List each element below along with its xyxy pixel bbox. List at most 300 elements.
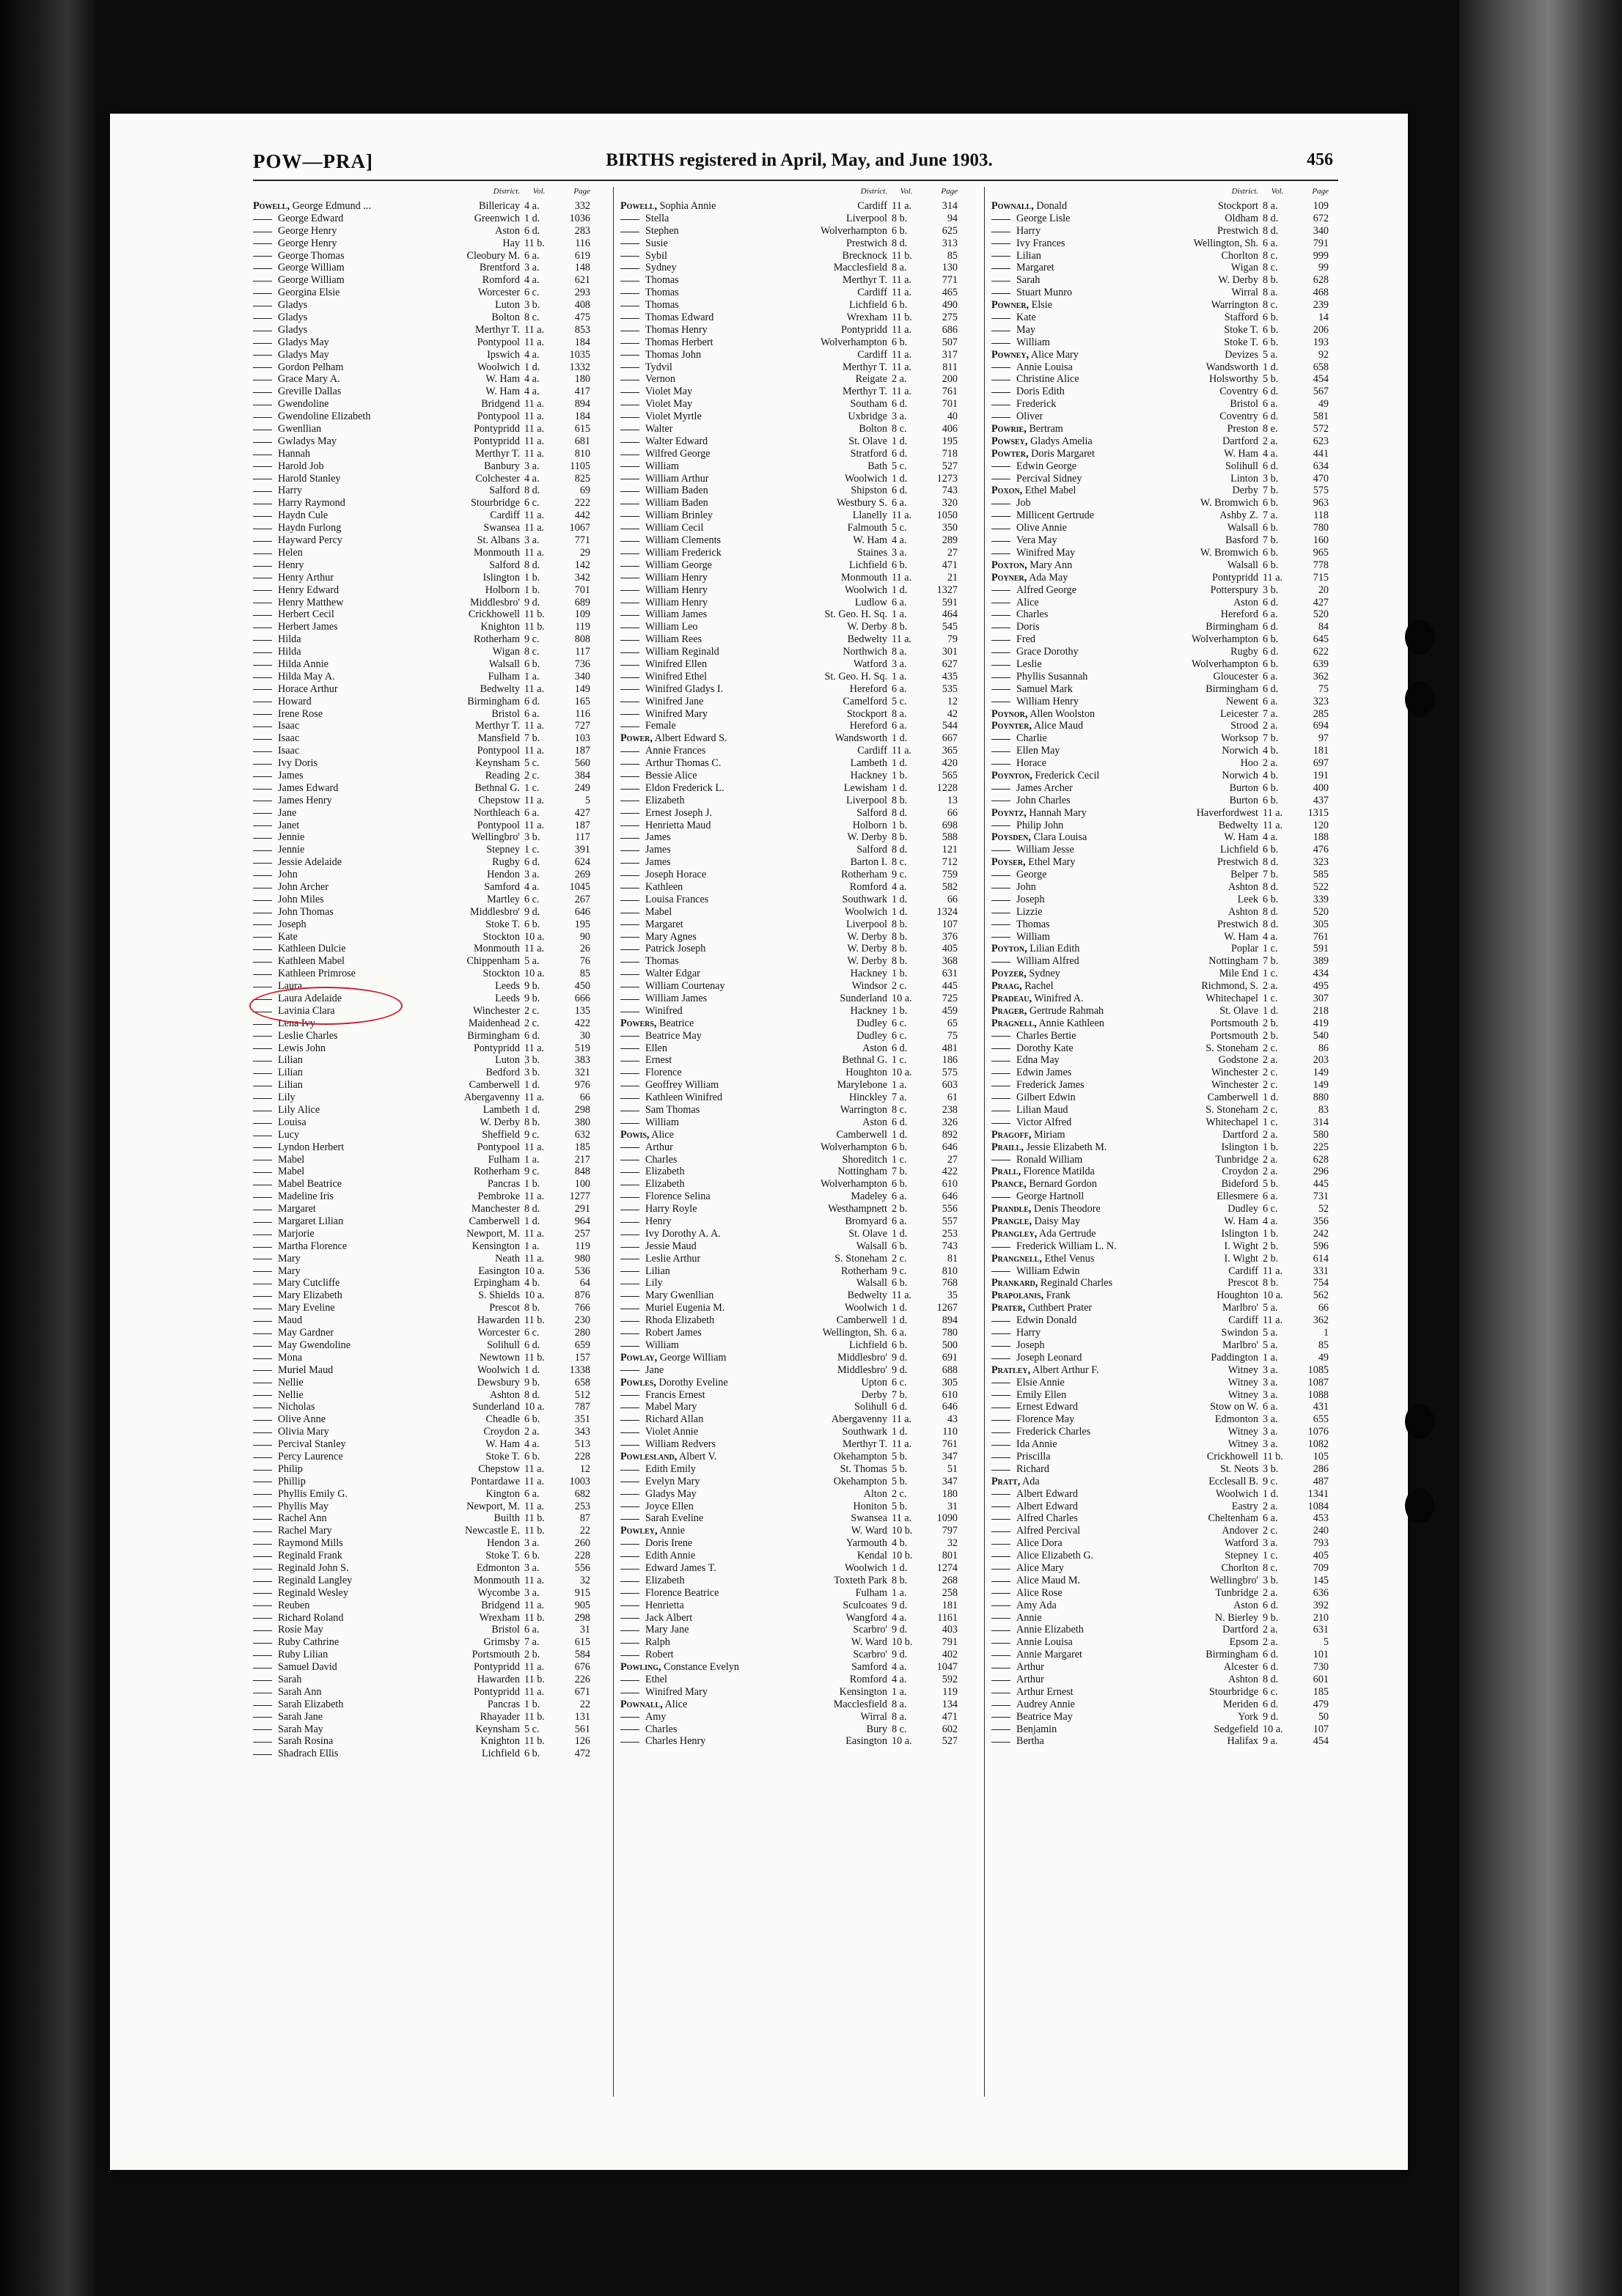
ditto-dash bbox=[991, 243, 1010, 244]
entry-district: Woolwich bbox=[845, 905, 887, 918]
entry-name bbox=[253, 906, 451, 919]
entry-forenames: Mary bbox=[278, 1252, 301, 1265]
ditto-dash bbox=[253, 751, 272, 752]
ditto-dash bbox=[991, 1667, 1010, 1668]
entry-page: 580 bbox=[1313, 1128, 1329, 1141]
entry-forenames: Thomas bbox=[645, 299, 679, 312]
entry-forenames: Haydn Furlong bbox=[278, 522, 342, 534]
entry-page: 120 bbox=[1313, 819, 1329, 831]
entry-page: 253 bbox=[574, 1500, 590, 1512]
entry-page: 422 bbox=[942, 1166, 958, 1178]
ditto-dash bbox=[253, 577, 272, 578]
ditto-dash bbox=[253, 639, 272, 641]
entry-name bbox=[991, 1401, 1189, 1413]
entry-name bbox=[991, 361, 1189, 374]
ditto-dash bbox=[991, 1246, 1010, 1248]
entry-volume: 9 d. bbox=[892, 1599, 908, 1611]
entry-district: Merthyr T. bbox=[843, 386, 887, 398]
ditto-dash bbox=[620, 391, 639, 393]
entry-forenames: Nicholas bbox=[278, 1401, 315, 1413]
ditto-dash bbox=[253, 862, 272, 864]
entry-name bbox=[253, 485, 451, 497]
entry-volume: 11 b. bbox=[524, 1525, 545, 1537]
entry-surname: Pratley, bbox=[991, 1364, 1031, 1376]
entry-district: Ashton bbox=[1228, 905, 1258, 918]
entry-page: 50 bbox=[1318, 1710, 1329, 1723]
entry-forenames: William Courtenay bbox=[645, 980, 725, 993]
entry-page: 441 bbox=[1313, 447, 1329, 460]
entry-page: 766 bbox=[574, 1302, 590, 1314]
entry-forenames: Annie Margaret bbox=[1016, 1649, 1082, 1661]
entry-volume: 8 a. bbox=[1263, 287, 1278, 299]
entry-name bbox=[620, 1550, 818, 1562]
entry-district: Woolwich bbox=[845, 584, 887, 596]
entry-volume: 4 a. bbox=[892, 1673, 907, 1685]
entry-district: Liverpool bbox=[846, 918, 887, 930]
entry-district: Godstone bbox=[1218, 1054, 1258, 1067]
entry-district: Stockton bbox=[482, 930, 520, 943]
entry-volume: 7 a. bbox=[1263, 707, 1278, 720]
entry-district: Martley bbox=[487, 893, 520, 905]
entry-volume: 1 d. bbox=[892, 757, 908, 770]
entry-forenames: Jessie Adelaide bbox=[278, 856, 342, 869]
entry-name bbox=[991, 1476, 1189, 1488]
entry-page: 797 bbox=[942, 1525, 958, 1537]
ditto-dash bbox=[620, 974, 639, 975]
entry-district: Walsall bbox=[488, 658, 520, 670]
entry-page: 691 bbox=[942, 1351, 958, 1364]
entry-district: Stoke T. bbox=[1224, 336, 1258, 348]
entry-volume: 2 c. bbox=[1263, 1079, 1278, 1092]
ditto-dash bbox=[253, 1444, 272, 1446]
entry-district: Lichfield bbox=[849, 559, 887, 571]
entry-district: Aston bbox=[1233, 596, 1258, 608]
entry-page: 134 bbox=[942, 1698, 958, 1710]
entry-volume: 10 b. bbox=[892, 1525, 913, 1537]
entry-forenames: Mabel Mary bbox=[645, 1401, 697, 1413]
entry-name bbox=[991, 287, 1189, 299]
entry-forenames: Margaret bbox=[645, 918, 683, 930]
entry-forenames: Sarah Eveline bbox=[645, 1512, 704, 1525]
entry-name bbox=[991, 238, 1189, 250]
entry-name bbox=[991, 572, 1189, 584]
entry-name bbox=[991, 349, 1189, 361]
entry-forenames: Frederick James bbox=[1016, 1079, 1085, 1092]
entry-district: W. Ham bbox=[1224, 930, 1258, 943]
entry-forenames: Mabel bbox=[278, 1166, 305, 1178]
entry-forenames: Vera May bbox=[1016, 534, 1057, 547]
entry-page: 701 bbox=[574, 584, 590, 596]
entry-district: Birmingham bbox=[1206, 1649, 1258, 1661]
entry-forenames: Winifred Gladys I. bbox=[645, 682, 724, 695]
entry-district: Camberwell bbox=[469, 1079, 520, 1092]
entry-forenames: Charles Bertie bbox=[1016, 1029, 1076, 1042]
ditto-dash bbox=[253, 528, 272, 529]
entry-page: 582 bbox=[942, 880, 958, 893]
entry-page: 79 bbox=[947, 633, 958, 646]
entry-page: 61 bbox=[947, 1092, 958, 1104]
entry-forenames: Lewis John bbox=[278, 1042, 326, 1054]
entry-page: 1045 bbox=[569, 880, 590, 893]
entry-forenames: Henry bbox=[278, 559, 304, 571]
entry-district: Coventry bbox=[1219, 386, 1258, 398]
entry-volume: 6 d. bbox=[892, 398, 908, 411]
entry-volume: 3 b. bbox=[1263, 584, 1279, 596]
entry-volume: 6 a. bbox=[892, 1215, 907, 1228]
page-heading: Page bbox=[941, 187, 958, 196]
entry-district: Wellingbro' bbox=[1209, 1574, 1258, 1586]
entry-page: 347 bbox=[942, 1475, 958, 1487]
entry-page: 65 bbox=[947, 1017, 958, 1029]
entry-forenames: John bbox=[278, 869, 298, 881]
entry-page: 32 bbox=[579, 1574, 590, 1586]
entry-district: Chepstow bbox=[478, 794, 520, 806]
entry-district: Lichfield bbox=[849, 299, 887, 312]
entry-name bbox=[253, 460, 451, 473]
entry-district: Pontypool bbox=[477, 819, 520, 831]
entry-volume: 11 a. bbox=[892, 571, 912, 584]
entry-name bbox=[991, 324, 1189, 336]
ditto-dash bbox=[620, 1097, 639, 1099]
ditto-dash bbox=[620, 416, 639, 418]
entry-district: Ashton bbox=[490, 1388, 520, 1401]
entry-name bbox=[620, 460, 818, 473]
entry-page: 187 bbox=[574, 819, 590, 831]
entry-name bbox=[620, 1092, 818, 1104]
entry-volume: 4 a. bbox=[524, 1438, 540, 1451]
ditto-dash bbox=[991, 1394, 1010, 1396]
entry-page: 149 bbox=[1313, 1079, 1329, 1092]
entry-district: Brentford bbox=[479, 262, 520, 274]
ditto-dash bbox=[620, 1543, 639, 1545]
entry-district: Hawarden bbox=[477, 1673, 520, 1685]
entry-page: 149 bbox=[1313, 1067, 1329, 1079]
entry-volume: 9 c. bbox=[1263, 1475, 1278, 1487]
entry-district: Pontypool bbox=[477, 1141, 520, 1153]
entry-page: 157 bbox=[574, 1351, 590, 1364]
entry-name bbox=[253, 435, 451, 448]
entry-name bbox=[991, 696, 1189, 708]
ditto-dash bbox=[620, 862, 639, 864]
entry-page: 218 bbox=[1313, 1004, 1329, 1017]
entry-name bbox=[991, 745, 1189, 757]
entry-name bbox=[620, 1018, 818, 1030]
entry-volume: 8 d. bbox=[524, 1388, 540, 1401]
ditto-dash bbox=[991, 1592, 1010, 1594]
entry-surname: Prangnell, bbox=[991, 1252, 1042, 1265]
entry-forenames: Winifred Mary bbox=[645, 707, 708, 720]
entry-volume: 6 a. bbox=[1263, 237, 1278, 249]
ditto-dash bbox=[253, 1258, 272, 1259]
entry-forenames: Leslie Charles bbox=[278, 1029, 338, 1042]
entry-volume: 11 b. bbox=[524, 608, 545, 621]
entry-name bbox=[253, 522, 451, 534]
entry-volume: 10 a. bbox=[524, 1265, 545, 1277]
entry-forenames: Percival Stanley bbox=[278, 1438, 346, 1451]
entry-page: 976 bbox=[574, 1079, 590, 1092]
entry-name bbox=[991, 1525, 1189, 1537]
entry-page: 1324 bbox=[936, 905, 958, 918]
entry-district: Birmingham bbox=[1206, 682, 1258, 695]
entry-forenames: Richard bbox=[1016, 1462, 1049, 1475]
entry-volume: 3 a. bbox=[1263, 1364, 1278, 1376]
entry-forenames: Evelyn Mary bbox=[645, 1475, 700, 1487]
entry-forenames: Helen bbox=[278, 546, 303, 559]
entry-forenames: James bbox=[645, 856, 671, 869]
entry-forenames: Phillip bbox=[278, 1475, 306, 1487]
entry-volume: 11 a. bbox=[1263, 1265, 1283, 1277]
ditto-dash bbox=[620, 726, 639, 727]
entry-name bbox=[253, 1488, 451, 1501]
ditto-dash bbox=[620, 961, 639, 963]
entry-district: Pontypool bbox=[477, 336, 520, 348]
ditto-dash bbox=[991, 416, 1010, 418]
ditto-dash bbox=[253, 1060, 272, 1061]
entry-page: 405 bbox=[1313, 1550, 1329, 1562]
entry-volume: 3 a. bbox=[524, 262, 540, 274]
entry-forenames: Alice Elizabeth G. bbox=[1016, 1550, 1094, 1562]
ditto-dash bbox=[620, 292, 639, 294]
entry-forenames: Rachel Mary bbox=[278, 1525, 332, 1537]
entry-name bbox=[620, 547, 818, 559]
entry-volume: 6 d. bbox=[524, 695, 540, 707]
entry-volume: 3 a. bbox=[892, 658, 907, 670]
entry-page: 380 bbox=[574, 1116, 590, 1128]
entry-page: 876 bbox=[574, 1289, 590, 1302]
entry-district: Colchester bbox=[475, 472, 520, 485]
entry-name bbox=[253, 782, 451, 795]
entry-forenames: Henry Matthew bbox=[278, 596, 344, 608]
entry-forenames: William Reginald bbox=[645, 646, 719, 658]
entry-forenames: James bbox=[645, 844, 671, 856]
district-heading: District. bbox=[860, 187, 887, 196]
entry-page: 718 bbox=[942, 447, 958, 460]
entry-surname: Powell, bbox=[620, 200, 658, 212]
entry-page: 342 bbox=[574, 571, 590, 584]
entry-district: W. Derby bbox=[847, 621, 887, 633]
entry-forenames: Lilian Maud bbox=[1016, 1104, 1068, 1116]
entry-volume: 9 d. bbox=[524, 905, 540, 918]
entry-page: 389 bbox=[1313, 955, 1329, 968]
entry-page: 66 bbox=[579, 1092, 590, 1104]
entry-forenames: Muriel Maud bbox=[278, 1364, 334, 1376]
ditto-dash bbox=[991, 1196, 1010, 1198]
entry-name bbox=[991, 1104, 1189, 1116]
entry-name bbox=[991, 460, 1189, 473]
entry-name bbox=[620, 1438, 818, 1451]
entry-page: 1088 bbox=[1307, 1388, 1329, 1401]
entry-name bbox=[991, 1501, 1189, 1513]
entry-name bbox=[620, 807, 818, 820]
ditto-dash bbox=[253, 1432, 272, 1433]
entry-district: Andover bbox=[1222, 1525, 1258, 1537]
entry-district: Liverpool bbox=[846, 794, 887, 806]
entry-volume: 9 d. bbox=[1263, 1710, 1279, 1723]
entry-page: 631 bbox=[942, 968, 958, 980]
ditto-dash bbox=[253, 1171, 272, 1173]
entry-name bbox=[253, 1302, 451, 1314]
entry-page: 403 bbox=[942, 1624, 958, 1636]
entry-volume: 7 b. bbox=[1263, 955, 1279, 968]
entry-forenames: Ellen bbox=[645, 1042, 667, 1054]
entry-district: Fulham bbox=[488, 670, 520, 682]
entry-page: 512 bbox=[574, 1388, 590, 1401]
entry-volume: 2 b. bbox=[1263, 1029, 1279, 1042]
entry-page: 427 bbox=[574, 806, 590, 819]
entry-name bbox=[620, 1476, 818, 1488]
entry-page: 323 bbox=[1313, 856, 1329, 869]
entry-name bbox=[991, 770, 1189, 782]
ditto-dash bbox=[620, 1035, 639, 1037]
entry-page: 419 bbox=[1313, 1017, 1329, 1029]
entry-forenames: Gertrude Rahmah bbox=[1029, 1004, 1104, 1017]
entry-volume: 1 a. bbox=[892, 670, 907, 682]
entry-volume: 2 a. bbox=[1263, 1624, 1278, 1636]
entry-volume: 9 d. bbox=[524, 596, 540, 608]
entry-name bbox=[991, 968, 1189, 980]
entry-district: St. Geo. H. Sq. bbox=[824, 608, 887, 621]
entry-forenames: Jessie Maud bbox=[645, 1240, 697, 1252]
entry-page: 210 bbox=[1313, 1611, 1329, 1624]
entry-name bbox=[620, 1525, 818, 1537]
entry-name bbox=[253, 1314, 451, 1327]
entry-forenames: Gwendoline Elizabeth bbox=[278, 411, 371, 423]
entry-forenames: Ada May bbox=[1029, 571, 1068, 584]
entry-page: 459 bbox=[942, 1004, 958, 1017]
entry-volume: 4 b. bbox=[1263, 745, 1279, 757]
ditto-dash bbox=[253, 466, 272, 467]
entry-district: Middlesbro' bbox=[837, 1364, 887, 1376]
entry-district: Croydon bbox=[1222, 1166, 1258, 1178]
ditto-dash bbox=[991, 1568, 1010, 1570]
entry-name bbox=[253, 1699, 451, 1711]
entry-name bbox=[991, 559, 1189, 572]
entry-page: 313 bbox=[942, 237, 958, 249]
entry-page: 135 bbox=[574, 1004, 590, 1017]
entry-district: Toxteth Park bbox=[834, 1574, 887, 1586]
entry-district: Tunbridge bbox=[1215, 1153, 1258, 1166]
entry-volume: 1 d. bbox=[892, 1561, 908, 1574]
entry-volume: 1 d. bbox=[892, 584, 908, 596]
entry-district: Basford bbox=[1225, 534, 1258, 547]
ditto-dash bbox=[253, 1630, 272, 1631]
entry-page: 575 bbox=[942, 1067, 958, 1079]
entry-name bbox=[620, 299, 818, 312]
entry-name bbox=[991, 1092, 1189, 1104]
entry-name bbox=[991, 1203, 1189, 1215]
ditto-dash bbox=[991, 701, 1010, 702]
ditto-dash bbox=[991, 1444, 1010, 1446]
entry-page: 754 bbox=[1313, 1277, 1329, 1289]
entry-name bbox=[991, 1067, 1189, 1079]
entry-district: Wolverhampton bbox=[820, 1178, 887, 1191]
ditto-dash bbox=[253, 627, 272, 628]
entry-page: 761 bbox=[942, 1438, 958, 1451]
entry-district: W. Derby bbox=[480, 1116, 520, 1128]
entry-volume: 2 a. bbox=[1263, 1054, 1278, 1067]
ditto-dash bbox=[253, 986, 272, 987]
ditto-dash bbox=[253, 1407, 272, 1408]
entry-district: Preston bbox=[1227, 423, 1258, 435]
entry-volume: 6 d. bbox=[1263, 621, 1279, 633]
entry-district: Pontypridd bbox=[840, 323, 887, 336]
entry-forenames: Beatrice May bbox=[1016, 1710, 1073, 1723]
entry-page: 285 bbox=[1313, 707, 1329, 720]
entry-district: Cardiff bbox=[857, 200, 887, 212]
ditto-dash bbox=[253, 429, 272, 430]
ditto-dash bbox=[253, 1246, 272, 1248]
entry-page: 999 bbox=[1313, 249, 1329, 262]
entry-district: Stockport bbox=[846, 707, 887, 720]
entry-forenames: Horace bbox=[1016, 757, 1046, 770]
entry-district: Keynsham bbox=[475, 757, 520, 770]
ditto-dash bbox=[253, 280, 272, 282]
entry-volume: 3 a. bbox=[524, 869, 540, 881]
entry-name bbox=[620, 225, 818, 238]
page-number: 456 bbox=[1307, 150, 1333, 169]
entry-name bbox=[253, 1067, 451, 1079]
entry-name bbox=[253, 1451, 451, 1463]
entry-page: 481 bbox=[942, 1042, 958, 1054]
entry-district: Warrington bbox=[1211, 299, 1258, 312]
entry-district: Portsmouth bbox=[1210, 1017, 1258, 1029]
entry-page: 185 bbox=[574, 1141, 590, 1153]
entry-volume: 1 b. bbox=[892, 819, 908, 831]
column-divider bbox=[613, 187, 614, 2097]
entry-forenames: Lilian bbox=[278, 1067, 303, 1079]
entry-name bbox=[991, 250, 1189, 262]
ditto-dash bbox=[620, 800, 639, 801]
entry-surname: Poyton, bbox=[991, 943, 1027, 955]
entry-page: 1105 bbox=[570, 460, 590, 472]
entry-name bbox=[620, 497, 818, 509]
entry-volume: 4 a. bbox=[524, 472, 540, 485]
entry-forenames: Winifred Ethel bbox=[645, 670, 708, 682]
entry-page: 572 bbox=[1313, 423, 1329, 435]
entry-district: Brecknock bbox=[842, 249, 887, 262]
ditto-dash bbox=[253, 1518, 272, 1520]
entry-forenames: Sarah bbox=[278, 1673, 302, 1685]
ditto-dash bbox=[620, 1581, 639, 1582]
entry-district: Pancras bbox=[487, 1178, 520, 1191]
entry-district: Worksop bbox=[1221, 732, 1258, 745]
entry-name bbox=[620, 1699, 818, 1711]
entry-name bbox=[620, 1067, 818, 1079]
entry-volume: 10 a. bbox=[1263, 1289, 1283, 1302]
entry-district: Islington bbox=[482, 571, 520, 584]
entry-district: Marylebone bbox=[837, 1079, 887, 1092]
entry-name bbox=[991, 1562, 1189, 1575]
entry-volume: 11 a. bbox=[524, 1661, 545, 1674]
ditto-dash bbox=[253, 1308, 272, 1309]
entry-page: 258 bbox=[942, 1586, 958, 1599]
ditto-dash bbox=[991, 1655, 1010, 1656]
entry-forenames: Allen Woolston bbox=[1030, 707, 1096, 720]
entry-name bbox=[620, 1587, 818, 1600]
entry-district: Knighton bbox=[480, 1735, 520, 1748]
entry-volume: 1 d. bbox=[524, 361, 540, 373]
entry-district: Romford bbox=[482, 274, 520, 287]
entry-volume: 9 d. bbox=[892, 1351, 908, 1364]
entry-name bbox=[253, 1649, 451, 1661]
entry-forenames: Stuart Munro bbox=[1016, 287, 1073, 299]
entry-name bbox=[991, 1389, 1189, 1402]
entry-forenames: Richard Allan bbox=[645, 1413, 704, 1426]
entry-page: 725 bbox=[942, 993, 958, 1004]
entry-name bbox=[620, 782, 818, 795]
entry-name bbox=[620, 213, 818, 225]
entry-district: Madeley bbox=[851, 1191, 887, 1203]
